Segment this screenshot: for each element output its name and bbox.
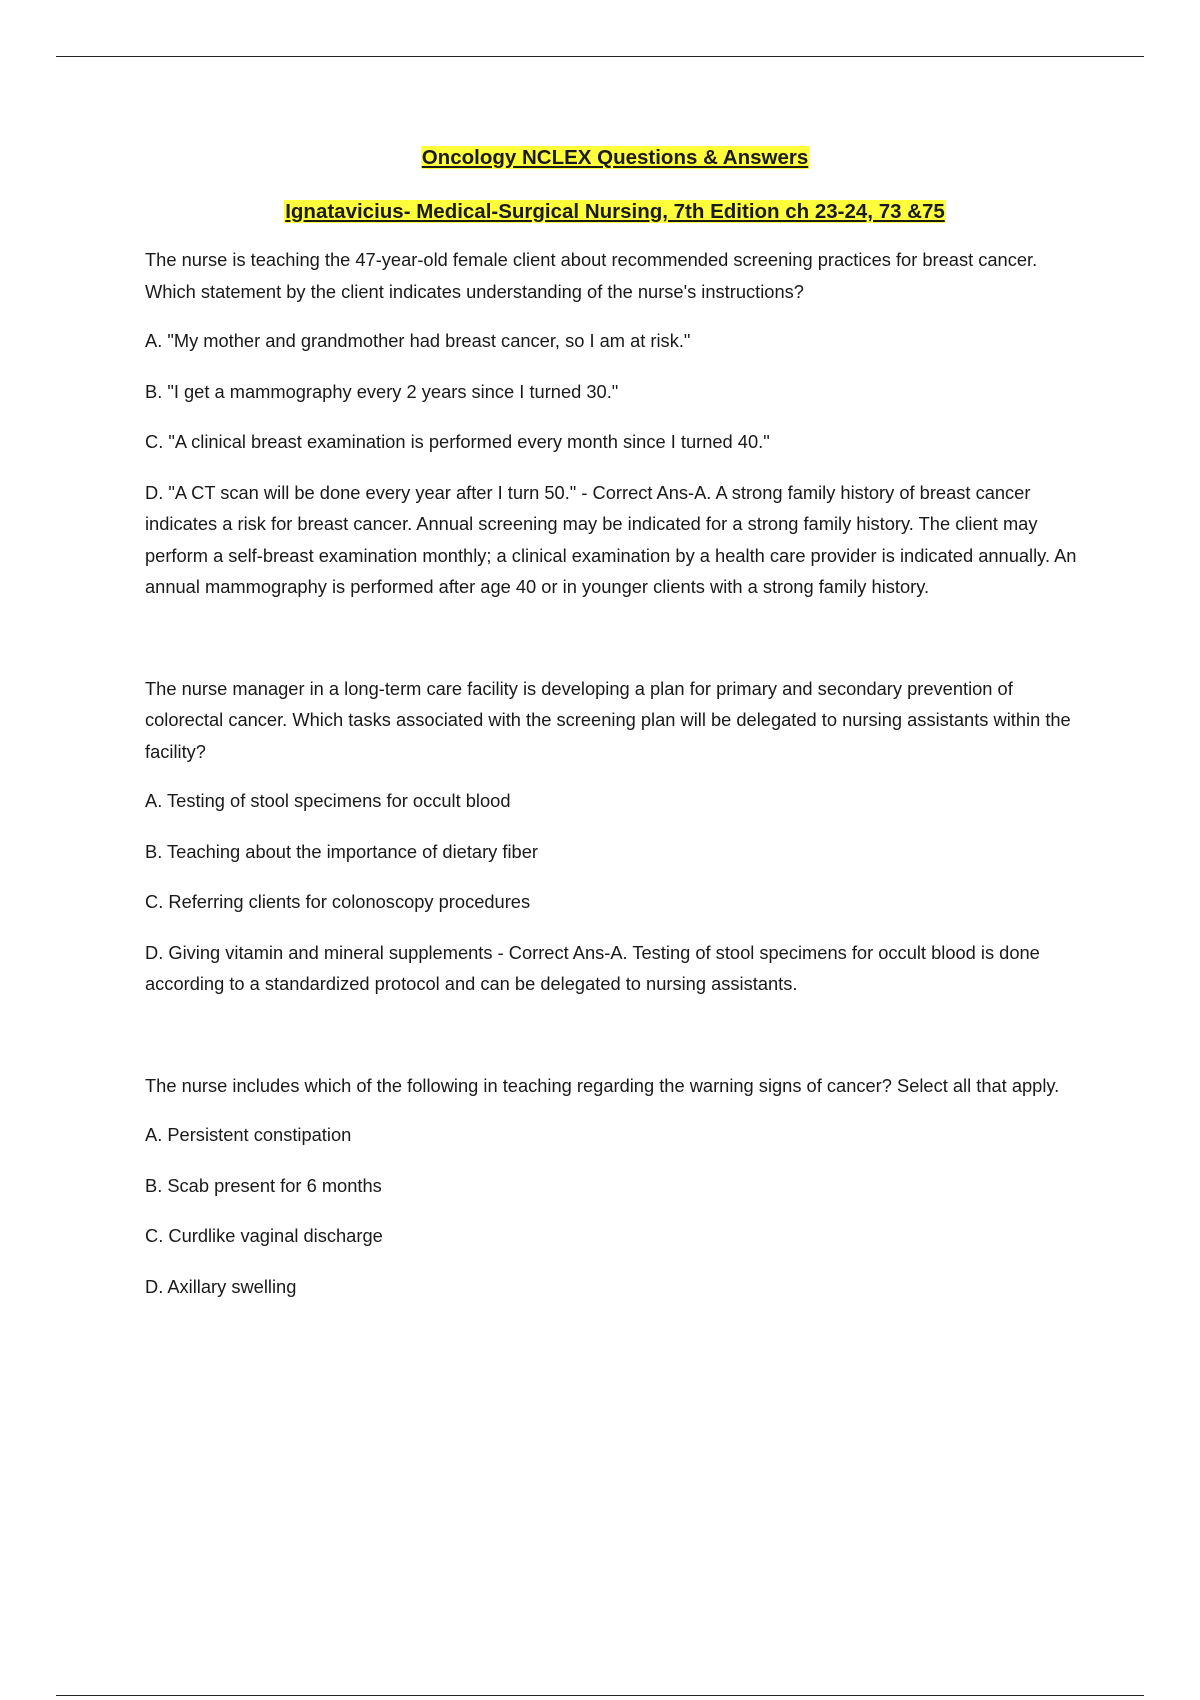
document-subtitle-line — [145, 197, 1085, 227]
option-c: C. Referring clients for colonoscopy procedures — [145, 891, 531, 912]
document-title-line — [145, 143, 1085, 173]
option-d: D. Axillary swelling — [145, 1275, 297, 1297]
top-rule — [56, 56, 1144, 57]
option-b: B. "I get a mammography every 2 years since I turned 30." — [145, 380, 619, 402]
document-title: Oncology NCLEX Questions & Answers — [421, 146, 809, 169]
document-subtitle: Ignatavicius- Medical-Surgical Nursing, 7th Edition ch 23-24, 73 &75 — [285, 200, 945, 223]
option-d-with-answer — [145, 477, 1085, 603]
option-d-with-answer — [145, 937, 1085, 1000]
question-1 — [145, 244, 1085, 603]
option-c: C. "A clinical breast examination is performed every month since I turned 40." — [145, 431, 770, 452]
option-a: A. "My mother and grandmother had breast cancer, so I am at risk." — [145, 330, 691, 351]
option-b: B. Teaching about the importance of dietary fiber — [145, 840, 538, 862]
option-a: A. Persistent constipation — [145, 1124, 352, 1145]
option-b: B. Scab present for 6 months — [145, 1174, 382, 1196]
option-d: D. Giving vitamin and mineral supplements — [145, 941, 493, 963]
option-c: C. Curdlike vaginal discharge — [145, 1225, 383, 1246]
answer-explanation: - Correct Ans-A. A strong family history of breast cancer indicates a risk for breast cancer. Annual screening may be indicated for a strong family history. The client may perform a self-breast examination monthly; a clinical examination by a health care provider is indicated annually. An annual mammography is performed after age 40 or in younger clients with a strong family history. — [145, 481, 1077, 597]
question-stem: The nurse includes which of the following in teaching regarding the warning signs of cancer? Select all that apply. — [145, 1074, 1060, 1096]
bottom-rule — [56, 1695, 1144, 1696]
document-content — [145, 143, 1085, 1302]
option-d: D. "A CT scan will be done every year after I turn 50." — [145, 481, 577, 503]
question-stem: The nurse is teaching the 47-year-old female client about recommended screening practices for breast cancer. Which statement by the client indicates understanding of the nurse's instructions? — [145, 249, 1038, 302]
question-2 — [145, 673, 1085, 1000]
question-3 — [145, 1070, 1085, 1303]
answer-explanation: - Correct Ans-A. Testing of stool specimens for occult blood is done according to a standardized protocol and can be delegated to nursing assistants. — [145, 941, 1040, 994]
option-a: A. Testing of stool specimens for occult blood — [145, 790, 511, 811]
question-stem: The nurse manager in a long-term care facility is developing a plan for primary and secondary prevention of colorectal cancer. Which tasks associated with the screening plan will be delegated to nursing assistants within the facility? — [145, 677, 1071, 762]
